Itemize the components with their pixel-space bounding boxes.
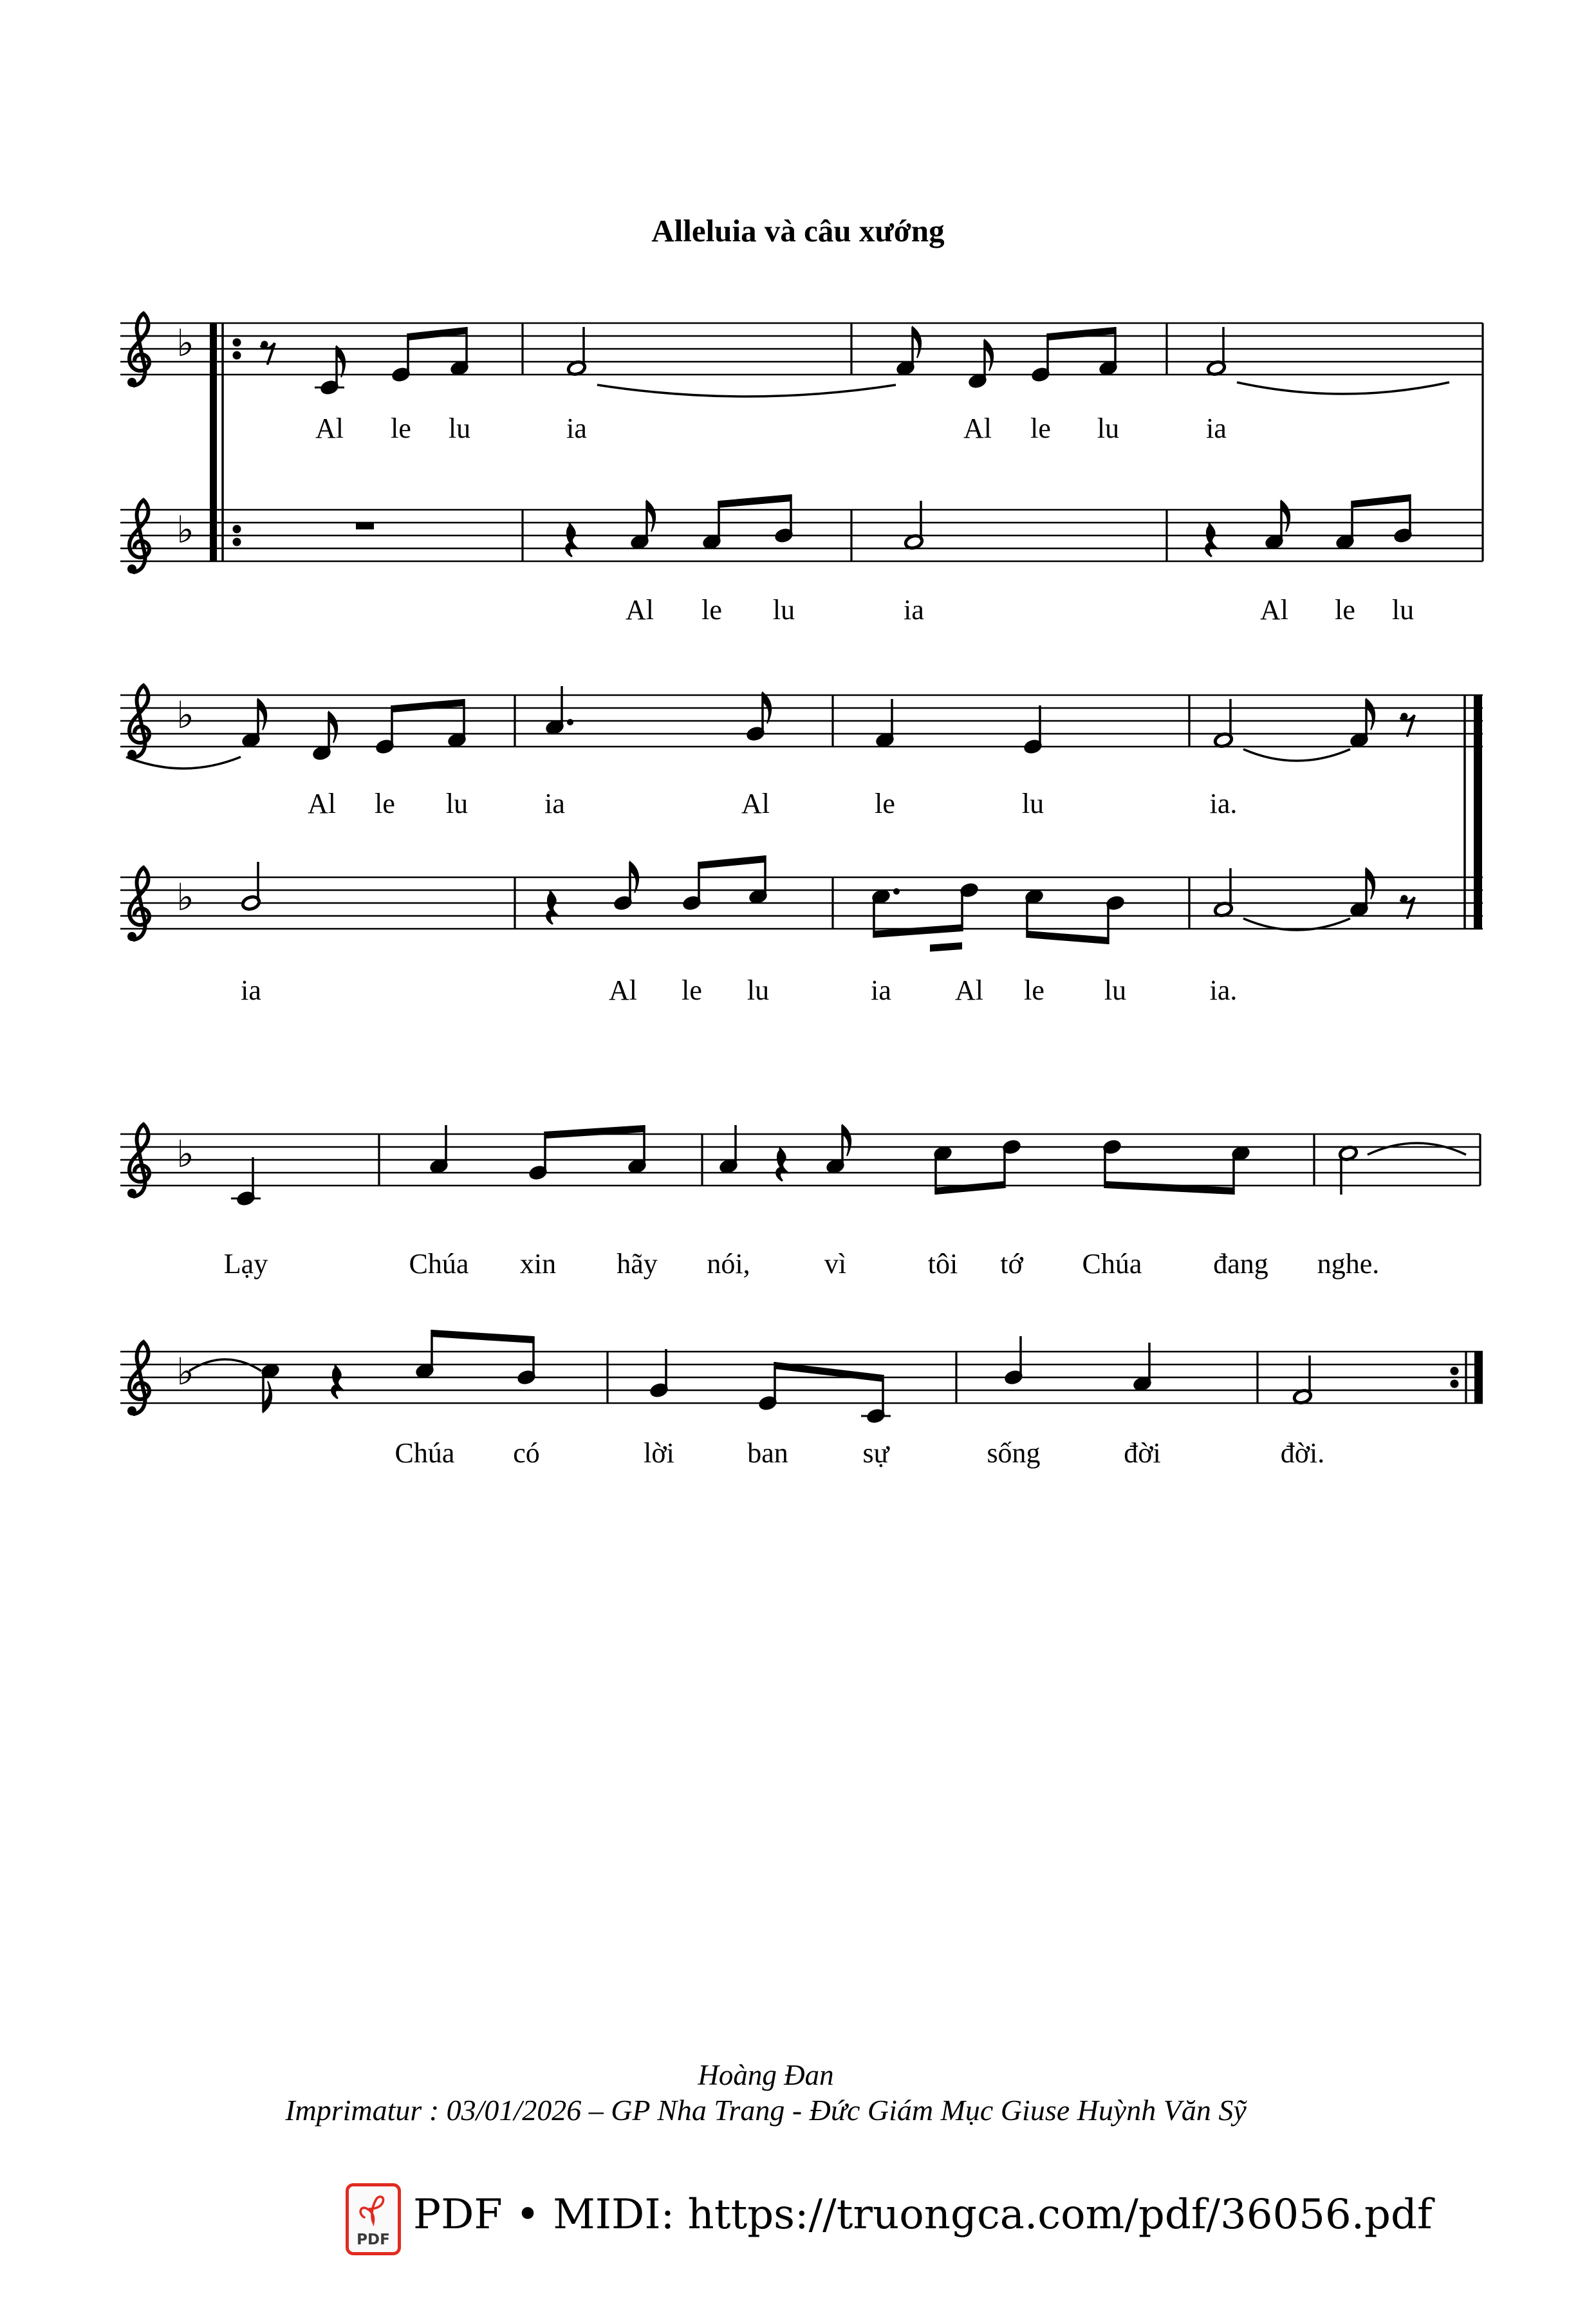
lyric-syllable: Chúa [394, 1437, 455, 1469]
lyric-syllable: có [513, 1437, 540, 1469]
lyric-syllable: hãy [617, 1248, 658, 1280]
lyric-syllable: le [682, 974, 702, 1006]
lyric-syllable: vì [824, 1248, 847, 1280]
lyric-syllable: Al [626, 594, 654, 626]
lyric-syllable: Al [609, 974, 637, 1006]
tie-slur [126, 757, 241, 768]
composer-credit: Hoàng Đan [698, 2059, 834, 2091]
beam [408, 327, 467, 340]
begin-repeat-barline [210, 323, 217, 561]
imprimatur-line: Imprimatur : 03/01/2026 – GP Nha Trang - Đức Giám Mục Giuse Huỳnh Văn Sỹ [285, 2094, 1247, 2127]
eighth-flag [1366, 699, 1375, 730]
tie-slur [597, 385, 896, 396]
whole-rest-icon [356, 523, 374, 530]
eighth-flag [329, 712, 337, 743]
lyric-syllable: nói, [707, 1248, 750, 1280]
lyric-syllable: Al [963, 413, 992, 444]
repeat-dot [1451, 1367, 1459, 1375]
lyric-syllable: le [375, 788, 395, 819]
repeat-dot [233, 351, 241, 360]
voice-1-line-1 [120, 313, 1483, 444]
beam [1352, 494, 1410, 508]
voice-2-line-1 [120, 494, 1483, 626]
lyric-syllable: Al [308, 788, 336, 819]
lyric-syllable: le [875, 788, 895, 819]
pdf-url-link[interactable]: https://truongca.com/pdf/36056.pdf [687, 2191, 1433, 2239]
lyric-syllable: nghe. [1317, 1248, 1380, 1280]
quarter-rest-icon [777, 1148, 788, 1180]
lyric-syllable: ia [241, 974, 261, 1006]
beam [719, 494, 791, 508]
final-barline [1474, 695, 1482, 929]
midi-label: MIDI: [553, 2191, 675, 2239]
eighth-flag [985, 340, 993, 371]
lyric-syllable: Al [741, 788, 770, 819]
repeat-dot [233, 525, 241, 534]
final-barline [1474, 1352, 1483, 1403]
tie-slur [1237, 382, 1449, 394]
tie-slur [1368, 1143, 1466, 1155]
pdf-link-label[interactable]: PDF [413, 2191, 503, 2239]
quarter-rest-icon [1206, 524, 1217, 556]
eighth-flag [1281, 501, 1290, 532]
lyric-syllable: ia [904, 594, 924, 626]
eighth-flag [1366, 868, 1375, 899]
beam [432, 1330, 534, 1343]
beam [1105, 1181, 1234, 1195]
eighth-flag [913, 327, 921, 358]
lyric-syllable: le [1030, 413, 1051, 444]
repeat-dot [1451, 1380, 1459, 1388]
lyric-syllable: ia [566, 413, 587, 444]
lyric-syllable: lu [448, 413, 471, 444]
flat-sign-icon: ♭ [176, 508, 194, 552]
melody-line-4 [120, 1330, 1483, 1469]
eighth-rest-icon [261, 343, 275, 364]
lyric-syllable: lu [445, 788, 469, 819]
page-title: Alleluia và câu xướng [651, 213, 945, 248]
lyric-syllable: lu [1104, 974, 1127, 1006]
download-row [413, 2191, 1433, 2239]
lyric-syllable: đang [1213, 1248, 1268, 1280]
flat-sign-icon: ♭ [176, 875, 194, 919]
lyric-syllable: ia [1206, 413, 1227, 444]
pdf-icon-label: PDF [357, 2231, 390, 2248]
treble-clef-icon [127, 1406, 136, 1415]
lyric-syllable: Al [955, 974, 983, 1006]
lyric-syllable: le [701, 594, 722, 626]
sixteenth-beam [930, 942, 962, 952]
lyric-syllable: sống [987, 1437, 1041, 1469]
lyric-syllable: le [1024, 974, 1044, 1006]
quarter-rest-icon [547, 891, 558, 924]
lyric-syllable: lu [772, 594, 795, 626]
adobe-ribbon-icon [357, 2192, 390, 2228]
lyric-syllable: Al [315, 413, 344, 444]
flat-sign-icon: ♭ [176, 1350, 194, 1393]
eighth-rest-icon [1401, 897, 1415, 918]
augmentation-dot [893, 888, 900, 895]
eighth-rest-icon [1401, 715, 1415, 736]
eighth-flag [842, 1125, 851, 1156]
lyric-syllable: Chúa [409, 1248, 469, 1280]
lyric-syllable: lu [747, 974, 770, 1006]
quarter-rest-icon [332, 1366, 343, 1398]
treble-clef-icon [127, 932, 136, 941]
beam [874, 924, 962, 938]
beam [545, 1125, 644, 1139]
lyric-syllable: sự [862, 1437, 889, 1469]
lyric-syllable: xin [519, 1248, 557, 1280]
lyric-syllable: le [391, 413, 411, 444]
beam [936, 1181, 1005, 1195]
augmentation-dot [567, 719, 573, 725]
lyric-syllable: ia [544, 788, 565, 819]
eighth-flag [647, 501, 655, 532]
treble-clef-icon [127, 1189, 136, 1198]
voice-2-line-2 [120, 855, 1483, 1006]
lyric-syllable: tớ [1000, 1248, 1023, 1280]
beam [699, 855, 765, 869]
lyric-syllable: đời [1124, 1437, 1161, 1469]
lyric-syllable: lu [1097, 413, 1120, 444]
melody-line-3 [120, 1124, 1480, 1280]
lyric-syllable: lu [1391, 594, 1415, 626]
lyric-syllable: ia [871, 974, 891, 1006]
flat-sign-icon: ♭ [176, 321, 194, 365]
beam [392, 699, 464, 713]
flat-sign-icon: ♭ [176, 1132, 194, 1176]
separator-bullet: • [515, 2191, 540, 2239]
treble-clef-icon [127, 378, 136, 387]
repeat-dot [233, 339, 241, 347]
pdf-file-icon[interactable] [346, 2183, 401, 2255]
quarter-rest-icon [566, 524, 577, 556]
lyric-syllable: lời [644, 1437, 674, 1469]
lyric-syllable: Lạy [223, 1248, 268, 1280]
lyric-syllable: ban [747, 1437, 788, 1469]
voice-1-line-2 [120, 685, 1483, 819]
lyric-syllable: tôi [927, 1248, 958, 1280]
tie-slur [1243, 749, 1350, 761]
flat-sign-icon: ♭ [176, 693, 194, 737]
lyric-syllable: le [1335, 594, 1355, 626]
lyric-syllable: đời. [1280, 1437, 1325, 1469]
eighth-flag [258, 699, 266, 730]
lyric-syllable: ia. [1209, 788, 1238, 819]
lyric-syllable: Chúa [1082, 1248, 1142, 1280]
lyric-syllable: ia. [1209, 974, 1238, 1006]
beam [1027, 931, 1108, 944]
beam [1048, 327, 1115, 340]
eighth-flag [263, 1381, 272, 1412]
treble-clef-icon [127, 564, 136, 573]
lyric-syllable: Al [1260, 594, 1288, 626]
repeat-dot [233, 538, 241, 546]
lyric-syllable: lu [1021, 788, 1044, 819]
